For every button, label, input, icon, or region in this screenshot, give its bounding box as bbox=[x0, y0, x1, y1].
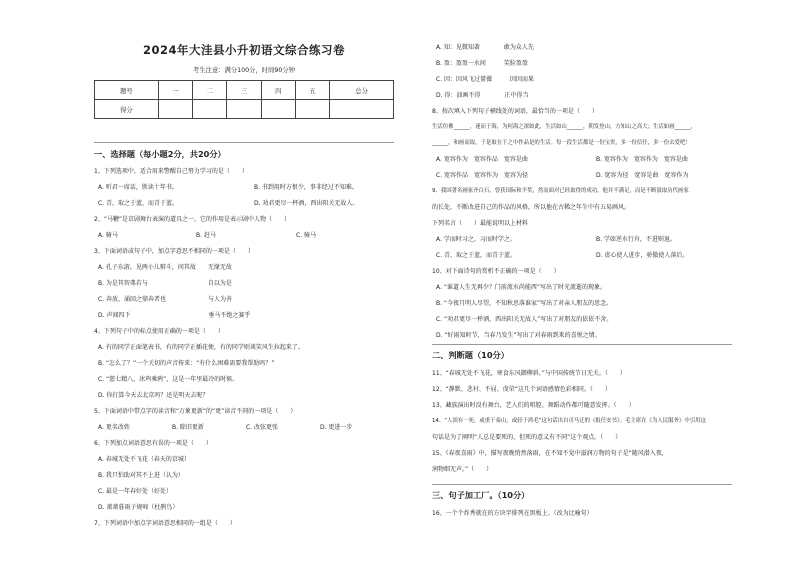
score-header-cell: 四 bbox=[261, 81, 295, 100]
option-line: D. 得：油画不得 正中得当 bbox=[436, 92, 529, 99]
section-heading-choice: 一、选择题（每小题2分，共20分） bbox=[94, 149, 226, 159]
option-line: A. 宽容作为 宽容作品 宽容是曲 bbox=[436, 156, 528, 163]
option-line: D. 宽容为径 宽容是曲 宽容作为 bbox=[596, 172, 689, 179]
question-line: 7、下列词语中加点字词语意思相同的一组是（ ） bbox=[94, 520, 236, 527]
option-line: B. 学如逆水行舟，不进则退。 bbox=[596, 236, 676, 243]
option-line: C. 青，取之于蓝，而青于蓝。 bbox=[436, 252, 517, 259]
option-line: C. 青，取之于蓝，而青于蓝。 bbox=[98, 200, 179, 207]
score-row-label: 得分 bbox=[95, 100, 159, 119]
score-table bbox=[94, 80, 394, 119]
option-line: A. 知：见微知著 敢为众人先 bbox=[436, 44, 534, 51]
option-line: B. “今夜月明人尽望，不知秋思落谁家”写出了对亲人朋友的思念。 bbox=[436, 300, 613, 307]
option-line: D. 更进一步 bbox=[320, 424, 353, 431]
question-line: 6、下列加点词语意思有误的一项是（ ） bbox=[94, 440, 212, 447]
question-line: 3、下面词语或句子中，加点字意思不相同的一项是（ ） bbox=[94, 248, 254, 255]
exam-title: 2024年大洼县小升初语文综合练习卷 bbox=[142, 43, 345, 57]
question-line: 15、《春夜喜雨》中，描写夜晚悄然落雨，在不知不觉中滋润万物的句子是“随风潜入夜， bbox=[432, 450, 668, 457]
question-line: 5、下面词语中带点字的读音和“万象更新”的“更”读音不同的一项是（ ） bbox=[94, 408, 297, 415]
score-header-cell: 总分 bbox=[330, 81, 394, 100]
question-line: 16、一个个炸秀就在的方块字排列在黑板上。（改为比喻句） bbox=[432, 510, 593, 517]
option-line: A. 孔子东游，见两小儿辩斗，问其故 无缘无故 bbox=[98, 264, 232, 271]
question-line: 14、“人固有一死，或重于泰山，或轻于鸿毛”这句话出自司马迁的《报任安书》。毛主席在《为人民服务》中引用这 bbox=[432, 418, 706, 424]
option-line: D. 你打算今天去北京吗？还是明天去呢？ bbox=[98, 392, 209, 399]
option-line: A. 骑马 bbox=[98, 232, 118, 239]
question-line: 1、下列选项中，适合用来警醒自己努力学习的是（ ） bbox=[94, 168, 248, 175]
option-line: B. “怎么了？”一个关切的声音传来：“有什么困难需要我帮助吗？” bbox=[98, 360, 275, 367]
section-divider bbox=[432, 344, 732, 345]
option-line: C. 奔放，涌回之鼎奔者也 与人为善 bbox=[98, 296, 233, 303]
score-table-header-row bbox=[95, 81, 394, 100]
question-line: 的长处，不断改进自己的作品的风格，所以他在古稀之年生中有五易画风。 bbox=[432, 204, 631, 211]
section-divider bbox=[94, 142, 394, 143]
option-line: A. 学而时习之，习而时学之。 bbox=[436, 236, 516, 243]
option-line: C. 最是一年春好处（好处） bbox=[98, 488, 173, 495]
score-cell[interactable] bbox=[261, 100, 295, 119]
option-line: A. 听君一席话，胜读十年书。 bbox=[98, 184, 178, 191]
score-cell[interactable] bbox=[227, 100, 261, 119]
option-line: D. “好雨知时节，当春乃发生”写出了对春雨到来的喜悦之情。 bbox=[436, 332, 601, 339]
question-line: 4、下列句子中的标点使用正确的一项是（ ） bbox=[94, 328, 224, 335]
section-divider bbox=[432, 484, 732, 485]
score-header-cell: 三 bbox=[227, 81, 261, 100]
question-line: ______，和画而取，于是取在于之中作品是的生活。每一段生活都是一份宝贵，多一份信任，多一份去爱吧！ bbox=[432, 140, 691, 146]
exam-notice: 考生注意：满分100分，时间90分钟 bbox=[193, 67, 295, 74]
question-line: 8、按次填入下列句子横线处的词语，最恰当的一项是（ ） bbox=[432, 108, 598, 115]
option-line: C. 改弦更张 bbox=[246, 424, 279, 431]
question-line: 2、“马鞭”是京剧舞台表演的道具之一，它的作用是表示剧中人物（ ） bbox=[94, 216, 291, 223]
question-line: 10、对下面诗句的赏析不正确的一项是（ ） bbox=[432, 268, 560, 275]
option-line: C. 宽容作品 宽容作为 宽容为径 bbox=[436, 172, 529, 179]
question-line: 12、“静默、悲衬、不屈、虔荣”这几个词语感情色彩相同。（ ） bbox=[432, 386, 611, 393]
option-line: B. 盈：盈盈一水间 笑脸盈盈 bbox=[436, 60, 528, 67]
option-line: C. 因：因风飞过蔷薇 因因而果 bbox=[436, 76, 535, 83]
section-heading-judge: 二、判断题（10分） bbox=[432, 350, 509, 360]
option-line: C. “劝君更尽一杯酒，西出阳关无故人”写出了对朋友的依依不舍。 bbox=[436, 316, 613, 323]
score-table-score-row bbox=[95, 100, 394, 119]
question-line: 润物细无声。”（ ） bbox=[432, 466, 493, 473]
score-cell[interactable] bbox=[193, 100, 227, 119]
score-header-cell: 二 bbox=[193, 81, 227, 100]
option-line: B. 除旧更新 bbox=[172, 424, 204, 431]
option-line: B. 赶马 bbox=[196, 232, 216, 239]
score-cell[interactable] bbox=[158, 100, 192, 119]
option-line: B. 书到用时方恨少，事非经过不知难。 bbox=[254, 184, 358, 191]
section-heading-sentence: 三、句子加工厂。（10分） bbox=[432, 490, 530, 500]
question-line: 9、我国著名画家齐白石，曾获国际和平奖，然而面对已经取得的成功，他并不满足，而是不断汲取历代画家 bbox=[432, 188, 689, 194]
option-line: B. 宽容作为 宽容作为 宽容是曲 bbox=[596, 156, 688, 163]
option-line: D. 萧萧暮雨子规啼（杜鹃鸟） bbox=[98, 504, 179, 511]
option-line: A. 更名改姓 bbox=[98, 424, 130, 431]
question-line: 句话是为了阐明“人总是要死的，但死的意义有不同”这个观点。（ ） bbox=[432, 434, 622, 441]
score-header-cell: 一 bbox=[158, 81, 192, 100]
question-line: 生活仿佛______，迷而于海，为何海之深如此，生活如山______，朝发登山，方知山之高大；生活如画______， bbox=[432, 124, 697, 130]
question-line: 下列名言（ ）最能说明以上材料 bbox=[432, 220, 529, 227]
score-cell[interactable] bbox=[295, 100, 329, 119]
option-line: D. 虚心使人进步，骄傲使人落后。 bbox=[596, 252, 689, 259]
score-cell[interactable] bbox=[330, 100, 394, 119]
question-line: 13、藏族演出时没有舞台，艺人们的唱腔、舞蹈动作都可随意发挥。（ ） bbox=[432, 402, 635, 409]
option-line: D. 声闻四下 垂马不绝之赛乎 bbox=[98, 312, 251, 319]
question-line: 11、“春城无处不飞花，寒食东风御柳斜。”与中国传统节日无关。（ ） bbox=[432, 370, 626, 377]
option-line: B. 我只怕助对其不上进（认为） bbox=[98, 472, 184, 479]
score-header-cell: 五 bbox=[295, 81, 329, 100]
option-line: D. 劝君更尽一杯酒，西出阳关无故人。 bbox=[254, 200, 359, 207]
option-line: C. “慈七精八，冰鸡乘鸦”，这是一年里最冷的时候。 bbox=[98, 376, 239, 383]
option-line: A. “谁道人生无再少？门前流水尚能西”写出了时光流逝的现象。 bbox=[436, 284, 607, 291]
option-line: C. 骑马 bbox=[296, 232, 317, 239]
score-header-cell: 题号 bbox=[95, 81, 159, 100]
option-line: A. 春城无处不飞花（春天的京城） bbox=[98, 456, 190, 463]
option-line: A. 有的同学正面笔表书，有的同学正插花便，有的同学则谈笑风生拉起来了。 bbox=[98, 344, 304, 351]
option-line: B. 为是其智弗若与 自以为是 bbox=[98, 280, 232, 287]
